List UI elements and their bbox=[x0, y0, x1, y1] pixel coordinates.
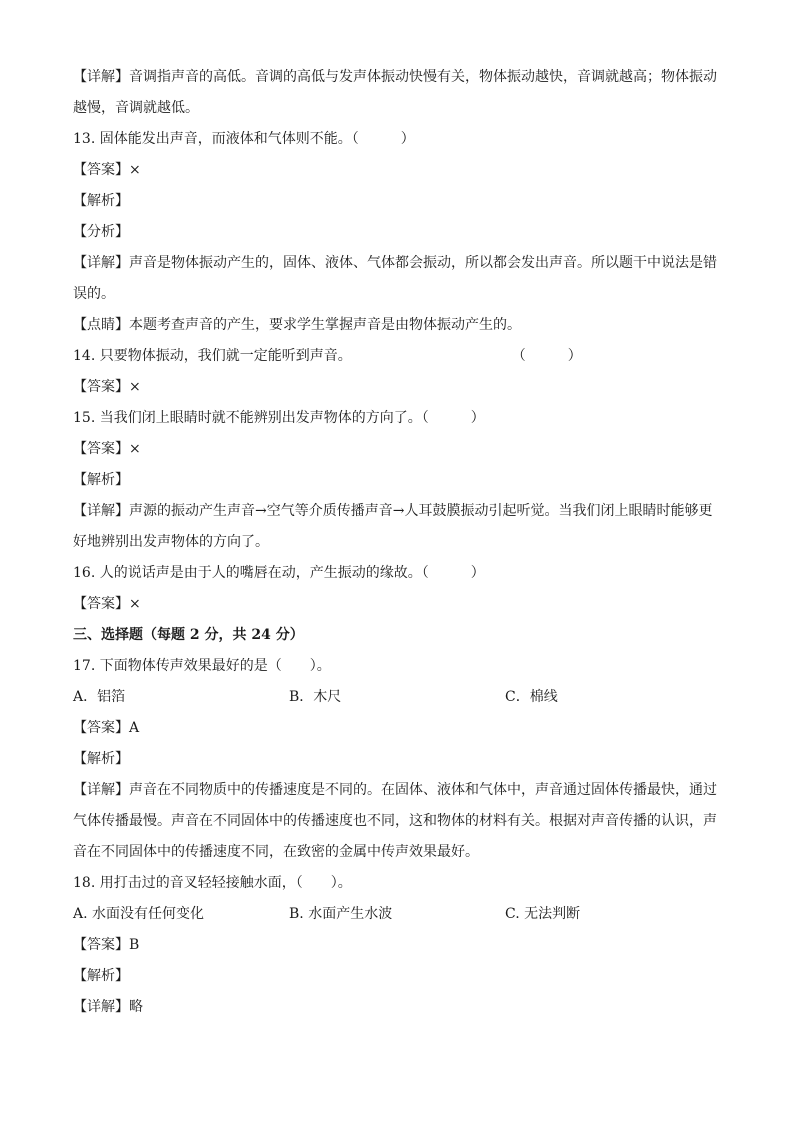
explanation-line: 【详解】略 bbox=[73, 999, 143, 1015]
question-18: 18. 用打击过的音叉轻轻接触水面，（ ）。 bbox=[73, 875, 352, 891]
options-18 bbox=[73, 899, 723, 930]
answer-15: 【答案】× bbox=[73, 441, 141, 457]
question-15: 15. 当我们闭上眼睛时就不能辨别出发声物体的方向了。（ ） bbox=[73, 410, 485, 426]
question-14-text: 14. 只要物体振动，我们就一定能听到声音。 bbox=[73, 348, 352, 364]
question-17: 17. 下面物体传声效果最好的是（ ）。 bbox=[73, 658, 331, 674]
document-page bbox=[73, 62, 723, 1023]
answer-16: 【答案】× bbox=[73, 596, 141, 612]
option-b: B. 水面产生水波 bbox=[289, 906, 393, 922]
answer-13: 【答案】× bbox=[73, 162, 141, 178]
question-16: 16. 人的说话声是由于人的嘴唇在动，产生振动的缘故。（ ） bbox=[73, 565, 485, 581]
option-a: A．铝箔 bbox=[73, 689, 126, 705]
option-c: C. 无法判断 bbox=[505, 906, 581, 922]
options-17 bbox=[73, 682, 723, 713]
explanation-line: 气体传播最慢。声音在不同固体中的传播速度也不同，这和物体的材料有关。根据对声音传播的认识，声 bbox=[73, 813, 717, 829]
key-point: 【点睛】本题考查声音的产生，要求学生掌握声音是由物体振动产生的。 bbox=[73, 317, 521, 333]
explanation-line: 误的。 bbox=[73, 286, 115, 302]
option-a: A. 水面没有任何变化 bbox=[73, 906, 205, 922]
explanation-line: 【详解】音调指声音的高低。音调的高低与发声体振动快慢有关，物体振动越快，音调就越高；物体振动 bbox=[73, 69, 717, 85]
answer-18: 【答案】B bbox=[73, 937, 140, 953]
explanation-line: 【详解】声音在不同物质中的传播速度是不同的。在固体、液体和气体中，声音通过固体传播最快，通过 bbox=[73, 782, 717, 798]
option-b: B．木尺 bbox=[289, 689, 342, 705]
analysis-label: 【解析】 bbox=[73, 751, 129, 767]
analysis-label: 【解析】 bbox=[73, 968, 129, 984]
question-14 bbox=[73, 341, 723, 372]
question-13: 13. 固体能发出声音，而液体和气体则不能。（ ） bbox=[73, 131, 415, 147]
explanation-line: 音在不同固体中的传播速度不同，在致密的金属中传声效果最好。 bbox=[73, 844, 479, 860]
answer-17: 【答案】A bbox=[73, 720, 140, 736]
explanation-line: 【详解】声源的振动产生声音→空气等介质传播声音→人耳鼓膜振动引起听觉。当我们闭上眼睛时能够更 bbox=[73, 503, 713, 519]
question-14-paren: （ ） bbox=[511, 348, 582, 364]
option-c: C．棉线 bbox=[505, 689, 558, 705]
analysis-label: 【解析】 bbox=[73, 472, 129, 488]
explanation-line: 【详解】声音是物体振动产生的，固体、液体、气体都会振动，所以都会发出声音。所以题干中说法是错 bbox=[73, 255, 717, 271]
section-heading: 三、选择题（每题 2 分，共 24 分） bbox=[73, 627, 304, 643]
explanation-line: 越慢，音调就越低。 bbox=[73, 100, 199, 116]
analysis-label: 【解析】 bbox=[73, 193, 129, 209]
fenxi-label: 【分析】 bbox=[73, 224, 129, 240]
answer-14: 【答案】× bbox=[73, 379, 141, 395]
explanation-line: 好地辨别出发声物体的方向了。 bbox=[73, 534, 269, 550]
